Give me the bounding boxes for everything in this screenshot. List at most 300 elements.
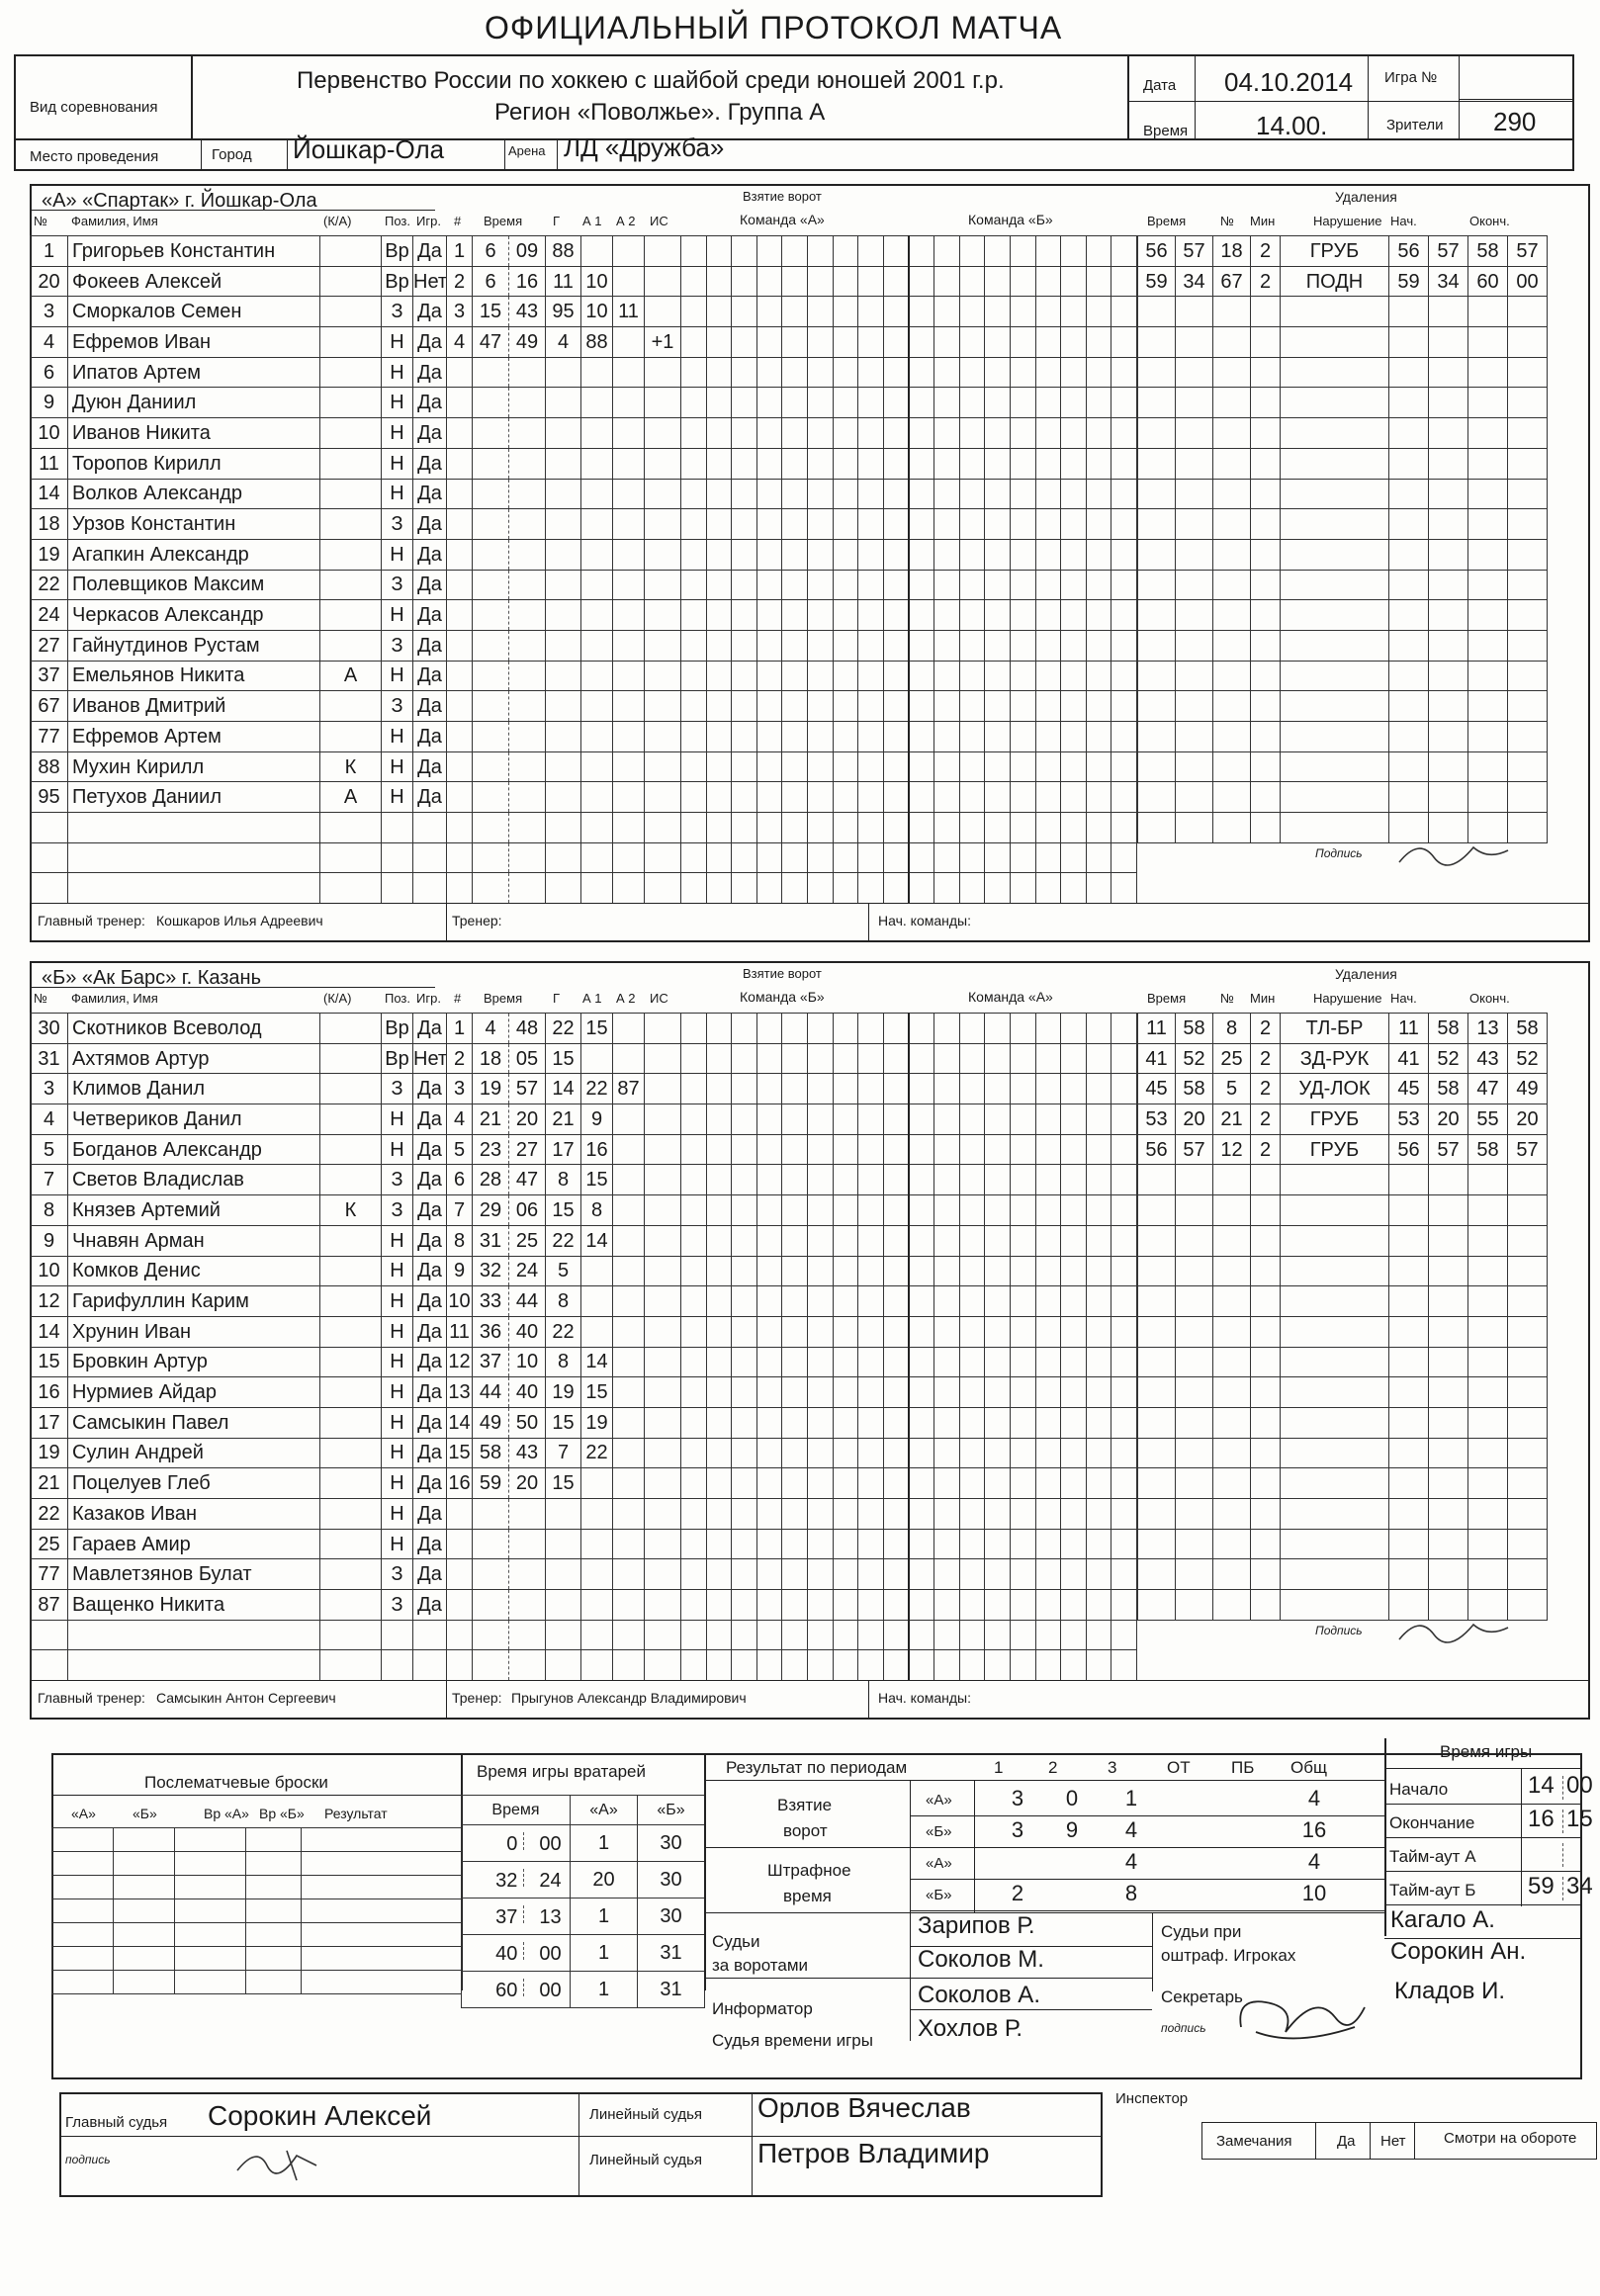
goal-row [447, 1134, 681, 1165]
lineup-cell [706, 1559, 732, 1590]
roster-ka: К [320, 751, 382, 782]
goal-m: 18 [473, 1043, 509, 1074]
penalty-v [1281, 661, 1389, 691]
lineup-cell [756, 1074, 782, 1104]
lineup-cell [1111, 842, 1137, 873]
lineup-cell [883, 1014, 909, 1044]
lineup-row [681, 873, 1137, 904]
roster-name: Богданов Александр [68, 1134, 320, 1165]
inspector-label: Инспектор [1115, 2090, 1189, 2107]
shootout-cell [246, 1852, 302, 1876]
penalty-em: 58 [1468, 236, 1508, 267]
roster-row [31, 418, 447, 449]
lineup-cell [1035, 1256, 1061, 1286]
lineup-cell [1086, 873, 1111, 904]
lineup-row [681, 1225, 1137, 1256]
lineup-cell [833, 691, 858, 722]
lineup-cell [959, 1407, 985, 1438]
lineup-cell [732, 388, 757, 418]
goal-g [546, 539, 581, 570]
lineup-cell [934, 1377, 960, 1408]
lineup-cell [985, 1590, 1011, 1621]
goal-a1 [581, 1316, 613, 1347]
lineup-cell [1035, 630, 1061, 661]
penalty-no: 12 [1213, 1134, 1251, 1165]
roster-row [31, 1256, 447, 1286]
goal-n [447, 1590, 473, 1621]
lineup-cell [808, 1650, 834, 1681]
lineup-cell [732, 570, 757, 600]
goal-g: 8 [546, 1165, 581, 1195]
game-time-sec: 00 [1566, 1772, 1593, 1799]
lineup-cell [782, 782, 808, 813]
penalty-sm [1389, 661, 1429, 691]
lineup-cell [858, 1104, 884, 1135]
lineup-row [681, 600, 1137, 631]
date-label: Дата [1143, 77, 1177, 94]
lineup-cell [959, 1377, 985, 1408]
goal-a1: 19 [581, 1407, 613, 1438]
shootout-cell [302, 1971, 462, 1994]
lineup-cell [858, 357, 884, 388]
lineup-cell [1035, 1225, 1061, 1256]
lineup-cell [909, 691, 934, 722]
lineup-cell [985, 1043, 1011, 1074]
roster-name: Дуюн Даниил [68, 388, 320, 418]
lineup-cell [883, 509, 909, 540]
lineup-cell [756, 236, 782, 267]
lineup-cell [1086, 1377, 1111, 1408]
team-signature [1394, 1610, 1513, 1649]
goal-g: 19 [546, 1377, 581, 1408]
roster-ka [320, 388, 382, 418]
lineup-cell [1035, 751, 1061, 782]
lineup-cell [1035, 570, 1061, 600]
roster-played: Да [413, 448, 447, 479]
lineup-cell [756, 418, 782, 449]
goal-s: 43 [509, 297, 546, 327]
goal-is [645, 1225, 681, 1256]
lineup-cell [959, 1043, 985, 1074]
roster-row [31, 722, 447, 752]
roster-row [31, 509, 447, 540]
penalty-no [1213, 1468, 1251, 1499]
roster-played: Да [413, 1590, 447, 1621]
lineup-cell [808, 1559, 834, 1590]
penalty-row [1138, 782, 1548, 813]
goal-is [645, 1316, 681, 1347]
penalty-sm [1389, 327, 1429, 358]
lineup-cell [959, 691, 985, 722]
penalty-es [1508, 357, 1548, 388]
lineup-cell [1061, 1529, 1087, 1559]
penalty-es [1508, 600, 1548, 631]
penalty-s [1176, 1529, 1213, 1559]
lineup-cell [934, 327, 960, 358]
penalty-s [1176, 600, 1213, 631]
roster-pos: Вр [382, 266, 413, 297]
goal-a2 [613, 418, 645, 449]
goal-m [473, 1529, 509, 1559]
goal-m [473, 873, 509, 904]
goal-a2 [613, 873, 645, 904]
remarks-yes: Да [1337, 2133, 1356, 2150]
lineup-cell [782, 1407, 808, 1438]
penalty-min [1251, 418, 1281, 449]
goal-s: 27 [509, 1134, 546, 1165]
lineup-cell [909, 1650, 934, 1681]
roster-num: 21 [31, 1468, 68, 1499]
lineup-cell [681, 782, 707, 813]
lineup-cell [808, 1256, 834, 1286]
lineup-cell [1010, 1074, 1035, 1104]
rule [1384, 1904, 1582, 1905]
lineup-cell [756, 1468, 782, 1499]
lineup-cell [959, 1225, 985, 1256]
lineup-cell [909, 1134, 934, 1165]
penalty-row [1138, 236, 1548, 267]
lineup-cell [883, 266, 909, 297]
lineup-cell [833, 630, 858, 661]
penalty-no [1213, 1499, 1251, 1530]
lineup-cell [883, 418, 909, 449]
goal-is [645, 1165, 681, 1195]
lineup-cell [985, 1225, 1011, 1256]
penalty-es: 20 [1508, 1104, 1548, 1135]
lineup-cell [782, 873, 808, 904]
lineup-cell [934, 1074, 960, 1104]
penalty-v [1281, 539, 1389, 570]
goal-n [447, 1499, 473, 1530]
lineup-cell [883, 813, 909, 843]
goal-n: 3 [447, 1074, 473, 1104]
lineup-cell [1086, 266, 1111, 297]
penalty-em [1468, 448, 1508, 479]
lineup-cell [732, 539, 757, 570]
roster-pos: З [382, 1590, 413, 1621]
penalty-em [1468, 691, 1508, 722]
shootout-col: Вр «Б» [259, 1806, 305, 1821]
lineup-cell [1010, 1165, 1035, 1195]
lineup-cell [808, 1043, 834, 1074]
goalie-time-sec: 00 [539, 1943, 562, 1965]
lineup-cell [883, 1225, 909, 1256]
roster-row [31, 236, 447, 267]
roster-row [31, 1559, 447, 1590]
lineup-cell [934, 479, 960, 509]
lineup-cell [732, 1134, 757, 1165]
lineup-cell [985, 813, 1011, 843]
goal-n [447, 509, 473, 540]
lineup-cell [681, 1590, 707, 1621]
goal-row [447, 691, 681, 722]
game-number-label: Игра № [1384, 69, 1438, 86]
goal-g [546, 751, 581, 782]
penalty-v: ГРУБ [1281, 1134, 1389, 1165]
lineup-cell [985, 1529, 1011, 1559]
lineup-row [681, 1074, 1137, 1104]
penalty-min: 2 [1251, 1104, 1281, 1135]
roster-pos: Н [382, 418, 413, 449]
header-violation: Нарушение [1313, 991, 1382, 1006]
penalty-m: 56 [1138, 1134, 1176, 1165]
roster-played: Нет [413, 266, 447, 297]
lineup-cell [833, 448, 858, 479]
goal-is [645, 782, 681, 813]
penalty-row [1138, 266, 1548, 297]
lineup-cell [706, 600, 732, 631]
goal-s [509, 509, 546, 540]
lineup-cell [1111, 1043, 1137, 1074]
penalty-min [1251, 1347, 1281, 1377]
lineup-cell [706, 1074, 732, 1104]
lineup-cell [909, 327, 934, 358]
roster-played: Да [413, 388, 447, 418]
penalty-m [1138, 1195, 1176, 1226]
penalty-sm: 59 [1389, 266, 1429, 297]
lineup-cell [833, 1014, 858, 1044]
roster-played: Да [413, 600, 447, 631]
penalty-es [1508, 1468, 1548, 1499]
penalty-v [1281, 570, 1389, 600]
penalty-row [1138, 509, 1548, 540]
lineup-cell [858, 1620, 884, 1650]
goal-s: 05 [509, 1043, 546, 1074]
penalty-s [1176, 813, 1213, 843]
lineup-cell [1111, 388, 1137, 418]
goal-a2 [613, 842, 645, 873]
lineup-cell [883, 1438, 909, 1468]
roster-num: 6 [31, 357, 68, 388]
game-time-title: Время игры [1440, 1742, 1533, 1761]
lineup-cell [1061, 1014, 1087, 1044]
goal-m [473, 751, 509, 782]
lineup-cell [1035, 1529, 1061, 1559]
roster-played: Да [413, 691, 447, 722]
lineup-cell [732, 1499, 757, 1530]
lineup-cell [1061, 722, 1087, 752]
goal-row [447, 1407, 681, 1438]
penalty-min [1251, 1468, 1281, 1499]
penalty-s [1176, 388, 1213, 418]
goal-a2 [613, 751, 645, 782]
roster-name: Урзов Константин [68, 509, 320, 540]
goal-a1 [581, 751, 613, 782]
penalty-v [1281, 1256, 1389, 1286]
lineup-row [681, 388, 1137, 418]
roster-num: 16 [31, 1377, 68, 1408]
roster-num: 77 [31, 722, 68, 752]
lineup-cell [858, 751, 884, 782]
penalty-ss [1429, 600, 1468, 631]
penalty-row [1138, 479, 1548, 509]
goal-is [645, 1468, 681, 1499]
lineup-cell [1061, 1590, 1087, 1621]
lineup-cell [959, 266, 985, 297]
penalty-v [1281, 1316, 1389, 1347]
lineup-cell [985, 388, 1011, 418]
penalty-m [1138, 479, 1176, 509]
penalty-no [1213, 1590, 1251, 1621]
goal-a2 [613, 570, 645, 600]
roster-num: 7 [31, 1165, 68, 1195]
penalty-em [1468, 1438, 1508, 1468]
lineup-row [681, 1529, 1137, 1559]
lineup-cell [681, 539, 707, 570]
lineup-cell [732, 630, 757, 661]
referee-signature [227, 2136, 336, 2185]
goal-g [546, 570, 581, 600]
penalty-es [1508, 630, 1548, 661]
lineup-row [681, 630, 1137, 661]
lineup-cell [1010, 1590, 1035, 1621]
goal-is [645, 661, 681, 691]
lineup-cell [909, 1438, 934, 1468]
lineup-cell [681, 448, 707, 479]
goal-g [546, 479, 581, 509]
divider [910, 1912, 911, 2041]
roster-num: 20 [31, 266, 68, 297]
lineup-cell [1035, 448, 1061, 479]
penalty-no: 25 [1213, 1043, 1251, 1074]
goal-is: +1 [645, 327, 681, 358]
lineup-cell [1086, 1438, 1111, 1468]
lineup-cell [985, 1620, 1011, 1650]
penalty-em [1468, 1407, 1508, 1438]
goal-row [447, 1104, 681, 1135]
roster-name: Поцелуев Глеб [68, 1468, 320, 1499]
lineup-cell [1111, 479, 1137, 509]
goals-label-1: Взятие [777, 1796, 833, 1814]
lineup-cell [985, 1499, 1011, 1530]
shootout-row [52, 1852, 462, 1876]
roster-num: 4 [31, 327, 68, 358]
penalty-em: 55 [1468, 1104, 1508, 1135]
roster-pos: Н [382, 782, 413, 813]
shootout-col: «А» [71, 1806, 96, 1821]
lineup-cell [1111, 1620, 1137, 1650]
lineup-cell [934, 842, 960, 873]
lineup-cell [883, 782, 909, 813]
header-num: № [34, 991, 47, 1006]
lineup-cell [732, 1014, 757, 1044]
lineup-cell [706, 630, 732, 661]
penalty-row [1138, 1286, 1548, 1317]
lineup-cell [833, 1377, 858, 1408]
roster-num: 88 [31, 751, 68, 782]
lineup-row [681, 1377, 1137, 1408]
roster-row [31, 1590, 447, 1621]
goal-row [447, 1347, 681, 1377]
lineup-cell [985, 1286, 1011, 1317]
roster-ka [320, 1377, 382, 1408]
lineup-cell [1010, 327, 1035, 358]
goal-a1 [581, 1468, 613, 1499]
penalty-s: 34 [1176, 266, 1213, 297]
lineup-cell [985, 1134, 1011, 1165]
time-separator [523, 1869, 533, 1887]
lineup-cell [883, 1377, 909, 1408]
goal-is [645, 388, 681, 418]
goal-a2 [613, 813, 645, 843]
lineup-cell [934, 691, 960, 722]
lineup-cell [1061, 570, 1087, 600]
penalty-no [1213, 722, 1251, 752]
lineup-cell [756, 1407, 782, 1438]
penalty-es: 00 [1508, 266, 1548, 297]
penalty-min [1251, 539, 1281, 570]
lineup-cell [782, 1438, 808, 1468]
lineup-cell [681, 1134, 707, 1165]
shootout-cell [302, 1923, 462, 1947]
goal-row [447, 509, 681, 540]
lineup-cell [959, 1438, 985, 1468]
lineup-cell [985, 327, 1011, 358]
lineup-cell [934, 600, 960, 631]
lineup-cell [732, 751, 757, 782]
lineup-cell [1010, 1104, 1035, 1135]
lineup-cell [909, 388, 934, 418]
lineup-cell [681, 1014, 707, 1044]
lineup-cell [1035, 842, 1061, 873]
roster-name [68, 842, 320, 873]
lineup-cell [706, 570, 732, 600]
penalty-row [1138, 600, 1548, 631]
lineup-cell [1010, 1195, 1035, 1226]
roster-pos: Н [382, 1256, 413, 1286]
lineup-cell [782, 691, 808, 722]
penalty-m [1138, 600, 1176, 631]
roster-pos [382, 1620, 413, 1650]
goal-m [473, 539, 509, 570]
goal-m: 6 [473, 266, 509, 297]
rule [704, 1912, 1384, 1913]
goal-a2 [613, 1377, 645, 1408]
lineup-cell [1061, 1043, 1087, 1074]
header-played: Игр. [416, 214, 441, 228]
goal-m [473, 722, 509, 752]
lineup-cell [808, 1377, 834, 1408]
lineup-cell [858, 1195, 884, 1226]
roster-name: Чнавян Арман [68, 1225, 320, 1256]
roster-num: 12 [31, 1286, 68, 1317]
lineup-cell [858, 297, 884, 327]
lineup-own-header: Команда «Б» [740, 989, 825, 1005]
lineup-cell [985, 266, 1011, 297]
lineup-row [681, 1590, 1137, 1621]
penalty-no [1213, 751, 1251, 782]
goal-is [645, 1074, 681, 1104]
goal-a1 [581, 448, 613, 479]
goal-is [645, 1104, 681, 1135]
lineup-cell [681, 1407, 707, 1438]
period-value: 0 [1065, 1786, 1079, 1810]
lineup-cell [1111, 1468, 1137, 1499]
lineup-cell [756, 266, 782, 297]
roster-played: Да [413, 1529, 447, 1559]
arena-label: Арена [508, 143, 546, 158]
penalty-sm [1389, 357, 1429, 388]
lineup-cell [1010, 448, 1035, 479]
penalty-ss [1429, 1438, 1468, 1468]
goal-n: 10 [447, 1286, 473, 1317]
lineup-cell [858, 509, 884, 540]
penalty-sm [1389, 388, 1429, 418]
penalty-min [1251, 751, 1281, 782]
team-tag: «А» [926, 1792, 952, 1809]
shootout-cell [175, 1852, 246, 1876]
lineup-cell [883, 1650, 909, 1681]
